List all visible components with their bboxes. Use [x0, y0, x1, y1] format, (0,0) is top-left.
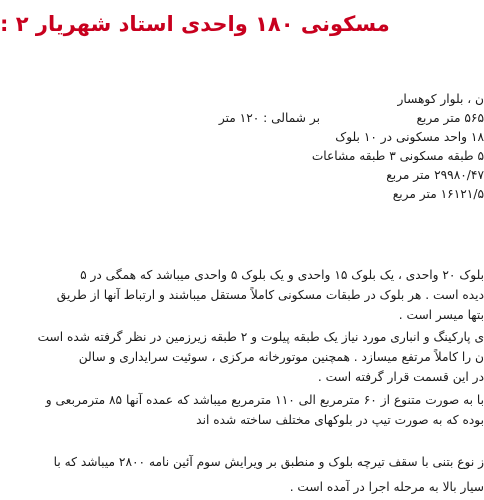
document-title: مسکونی ۱۸۰ واحدی استاد شهریار ۲ :	[0, 12, 390, 36]
spec-north-frontage: بر شمالی : ۱۲۰ متر	[218, 111, 320, 125]
paragraph-line: ن را کاملاً مرتفع میسازد . همچنین موتورخانه مرکزی ، سوئیت سرایداری و سالن	[78, 350, 484, 364]
paragraph-line: ی پارکینگ و انباری مورد نیاز یک طبقه پیلوت و ۲ طبقه زیرزمین در نظر گرفته شده است	[37, 330, 484, 344]
paragraph-line: بلوک ۲۰ واحدی ، یک بلوک ۱۵ واحدی و یک بلوک ۵ واحدی میباشد که همگی در ۵	[80, 268, 484, 282]
spec-land-area: ۵۶۵ متر مربع	[416, 111, 484, 125]
spec-units: ۱۸ واحد مسکونی در ۱۰ بلوک	[335, 130, 484, 144]
paragraph-line: در این قسمت قرار گرفته است .	[317, 370, 484, 384]
spec-floors: ۵ طبقه مسکونی ۳ طبقه مشاعات	[311, 149, 484, 163]
paragraph-line: ز نوع بتنی با سقف تیرچه بلوک و منطبق بر ویرایش سوم آئین نامه ۲۸۰۰ میباشد که با	[53, 455, 484, 469]
spec-residential-area: ۱۶۱۲۱/۵ متر مربع	[392, 187, 484, 201]
spec-total-area: ۲۹۹۸۰/۴۷ متر مربع	[386, 168, 484, 182]
spec-address: ن ، بلوار کوهسار	[397, 92, 484, 106]
paragraph-line: با به صورت متنوع از ۶۰ مترمربع الی ۱۱۰ مترمربع میباشد که عمده آنها ۸۵ مترمربعی و	[45, 393, 484, 407]
paragraph-line: دیده است . هر بلوک در طبقات مسکونی کاملاً مستقل میباشند و ارتباط آنها از طریق	[56, 288, 484, 302]
paragraph-line: بتها میسر است .	[398, 308, 484, 322]
paragraph-line: سیار بالا به مرحله اجرا در آمده است .	[289, 480, 484, 494]
paragraph-line: بوده که به صورت تیپ در بلوکهای مختلف ساخته شده اند	[196, 413, 484, 427]
